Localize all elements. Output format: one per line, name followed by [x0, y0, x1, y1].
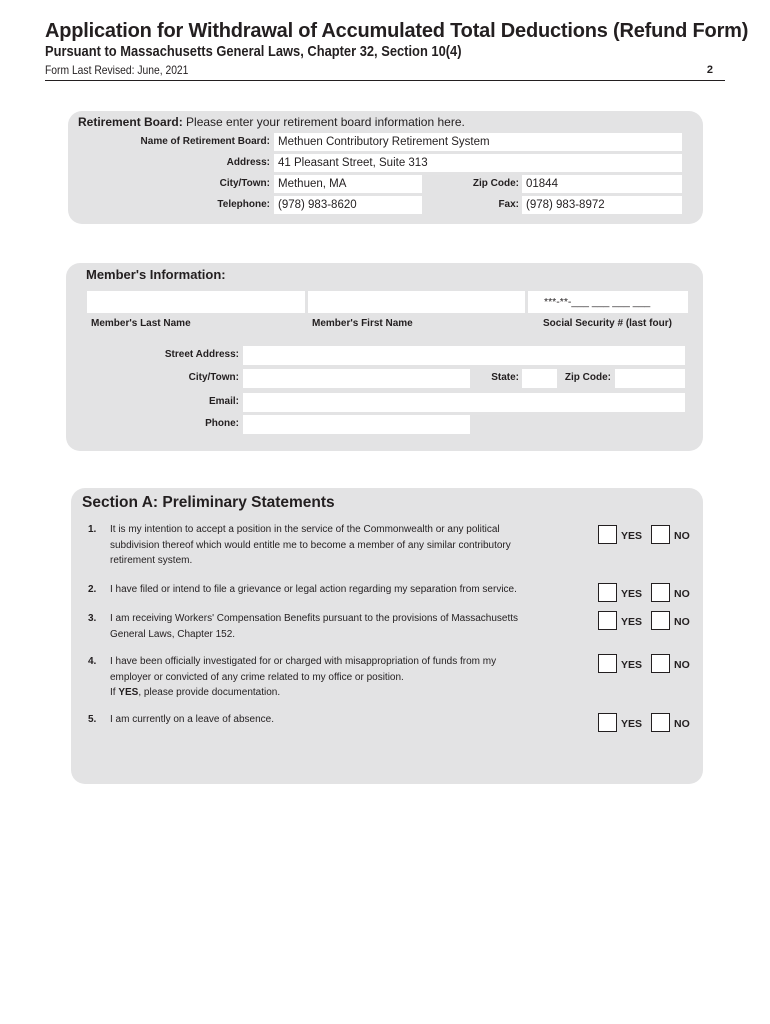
question-2-text [110, 582, 580, 598]
question-3-no-checkbox[interactable] [651, 611, 670, 630]
question-line-last [110, 685, 580, 701]
question-number: 4. [88, 656, 97, 667]
question-line: I have filed or intend to file a grievance or legal action regarding my separation from service. [110, 584, 517, 595]
no-label: NO [674, 530, 690, 542]
question-1-text [110, 522, 580, 569]
question-line: retirement system. [110, 555, 193, 566]
member-last-name-label: Member's Last Name [91, 318, 191, 329]
board-zip-label: Zip Code: [472, 178, 519, 189]
board-fax-field[interactable]: (978) 983-8972 [522, 196, 682, 214]
page-number: 2 [706, 64, 713, 76]
question-number: 3. [88, 613, 97, 624]
retirement-board-heading-text: Please enter your retirement board information here. [182, 115, 465, 129]
member-email-field[interactable] [243, 393, 685, 412]
yes-label: YES [621, 659, 643, 671]
question-4-text [110, 654, 580, 701]
board-address-field[interactable]: 41 Pleasant Street, Suite 313 [274, 154, 682, 172]
member-ssn-field[interactable]: ***-**-___ ___ ___ ___ [528, 291, 688, 313]
retirement-board-heading [78, 115, 465, 129]
board-name-label: Name of Retirement Board: [140, 136, 270, 147]
question-5-no-checkbox[interactable] [651, 713, 670, 732]
member-state-field[interactable] [522, 369, 557, 388]
board-telephone-label: Telephone: [217, 199, 270, 210]
question-number: 1. [88, 524, 97, 535]
question-line: It is my intention to accept a position in the service of the Commonwealth or any political [110, 524, 500, 535]
question-text-post: , please provide documentation. [138, 687, 281, 698]
question-text-bold: YES [118, 687, 139, 698]
question-3-yes-checkbox[interactable] [598, 611, 617, 630]
board-zip-field[interactable]: 01844 [522, 175, 682, 193]
member-zip-field[interactable] [615, 369, 685, 388]
section-a-heading: Section A: Preliminary Statements [82, 494, 335, 511]
question-line: employer or convicted of any crime related to my office or position. [110, 671, 404, 683]
retirement-board-heading-bold: Retirement Board: [78, 115, 183, 129]
member-state-label: State: [491, 372, 519, 383]
member-city-label: City/Town: [188, 372, 239, 383]
question-1-no-checkbox[interactable] [651, 525, 670, 544]
board-address-label: Address: [226, 157, 270, 168]
member-email-label: Email: [208, 396, 239, 407]
board-city-field[interactable]: Methuen, MA [274, 175, 422, 193]
question-1-yes-checkbox[interactable] [598, 525, 617, 544]
question-number: 5. [88, 714, 97, 725]
header-divider [45, 80, 725, 81]
question-line: General Laws, Chapter 152. [110, 628, 236, 640]
question-number: 2. [88, 584, 97, 595]
member-street-field[interactable] [243, 346, 685, 365]
yes-label: YES [621, 588, 643, 600]
yes-label: YES [621, 530, 643, 542]
form-subtitle: Pursuant to Massachusetts General Laws, Chapter 32, Section 10(4) [45, 43, 462, 60]
member-last-name-field[interactable] [87, 291, 305, 313]
no-label: NO [674, 718, 690, 730]
question-4-no-checkbox[interactable] [651, 654, 670, 673]
question-4-yes-checkbox[interactable] [598, 654, 617, 673]
board-name-field[interactable]: Methuen Contributory Retirement System [274, 133, 682, 151]
member-info-heading: Member's Information: [86, 267, 226, 282]
member-zip-label: Zip Code: [564, 372, 611, 383]
question-line: I am currently on a leave of absence. [110, 714, 274, 725]
member-street-label: Street Address: [164, 349, 239, 360]
board-city-label: City/Town: [219, 178, 270, 189]
question-3-text [110, 611, 580, 642]
member-city-field[interactable] [243, 369, 470, 388]
board-fax-label: Fax: [498, 199, 519, 210]
form-title: Application for Withdrawal of Accumulated Total Deductions (Refund Form) [45, 20, 749, 42]
question-line: I have been officially investigated for or charged with misappropriation of funds from my [110, 656, 497, 667]
question-line: subdivision thereof which would entitle me to become a member of any similar contributory [110, 539, 511, 551]
no-label: NO [674, 659, 690, 671]
member-phone-field[interactable] [243, 415, 470, 434]
no-label: NO [674, 616, 690, 628]
member-first-name-label: Member's First Name [312, 318, 413, 329]
question-line: I am receiving Workers' Compensation Benefits pursuant to the provisions of Massachusetts [110, 613, 519, 624]
question-5-text [110, 712, 580, 728]
question-text-pre: If [110, 687, 119, 698]
question-5-yes-checkbox[interactable] [598, 713, 617, 732]
member-phone-label: Phone: [205, 418, 239, 429]
question-2-no-checkbox[interactable] [651, 583, 670, 602]
yes-label: YES [621, 718, 643, 730]
board-telephone-field[interactable]: (978) 983-8620 [274, 196, 422, 214]
revision-date: Form Last Revised: June, 2021 [45, 63, 189, 77]
question-2-yes-checkbox[interactable] [598, 583, 617, 602]
member-first-name-field[interactable] [308, 291, 525, 313]
member-ssn-label: Social Security # (last four) [543, 318, 672, 329]
no-label: NO [674, 588, 690, 600]
yes-label: YES [621, 616, 643, 628]
